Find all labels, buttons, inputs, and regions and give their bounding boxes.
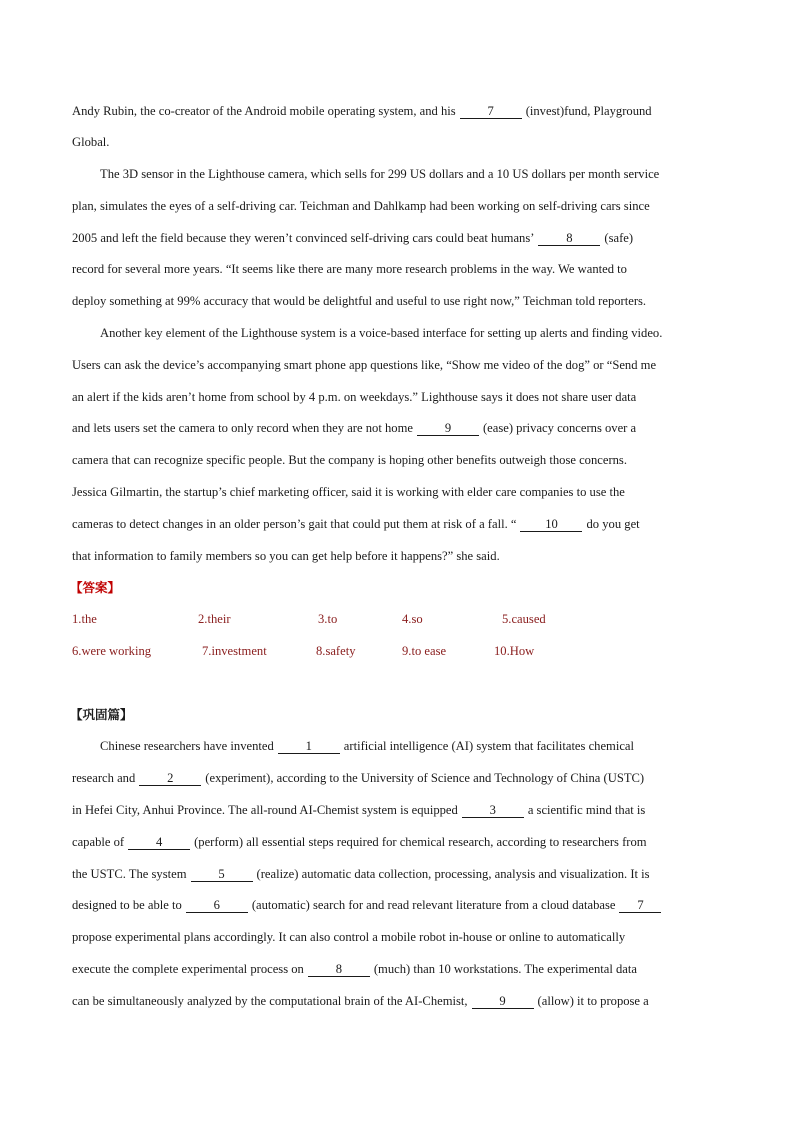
text-span: capable of bbox=[72, 835, 125, 849]
passage1-line-15: that information to family members so you can get help before it happens?” she said. bbox=[72, 549, 500, 563]
passage1-line-9: Users can ask the device’s accompanying smart phone app questions like, “Show me video of the dog” or “Send me bbox=[72, 358, 657, 372]
text-span: (safe) bbox=[604, 231, 634, 245]
text-span: can be simultaneously analyzed by the computational brain of the AI-Chemist, bbox=[72, 994, 468, 1008]
blank-8: 8 bbox=[308, 962, 370, 977]
passage1-line-2: Global. bbox=[72, 135, 110, 149]
passage1-line-14 bbox=[72, 515, 724, 533]
passage1-line-4: plan, simulates the eyes of a self-driving car. Teichman and Dahlkamp had been working on self-driving cars since bbox=[72, 199, 650, 213]
blank-9: 9 bbox=[472, 994, 534, 1009]
text-span: research and bbox=[72, 771, 136, 785]
blank-10: 10 bbox=[520, 517, 582, 532]
passage1-line-5 bbox=[72, 229, 724, 247]
blank-2: 2 bbox=[139, 771, 201, 786]
answer-item: 7.investment bbox=[202, 644, 267, 658]
blank-5: 5 bbox=[191, 867, 253, 882]
answers-row-1 bbox=[72, 610, 724, 628]
text-span: (invest)fund, Playground bbox=[525, 104, 652, 118]
text-span: (allow) it to propose a bbox=[537, 994, 649, 1008]
text-span: in Hefei City, Anhui Province. The all-round AI-Chemist system is equipped bbox=[72, 803, 458, 817]
answer-item: 10.How bbox=[494, 644, 535, 658]
blank-8: 8 bbox=[538, 231, 600, 246]
passage1-line-6: record for several more years. “It seems like there are many more research problems in the way. We wanted to bbox=[72, 262, 627, 276]
answer-item: 1.the bbox=[72, 612, 97, 626]
answer-item: 8.safety bbox=[316, 644, 356, 658]
passage2-line-4 bbox=[72, 833, 724, 851]
passage2-line-6 bbox=[72, 896, 724, 914]
text-span: cameras to detect changes in an older person’s gait that could put them at risk of a fall. “ bbox=[72, 517, 517, 531]
blank-1: 1 bbox=[278, 739, 340, 754]
consolidation-heading: 【巩固篇】 bbox=[70, 707, 133, 722]
answer-item: 6.were working bbox=[72, 644, 152, 658]
text-span: and lets users set the camera to only record when they are not home bbox=[72, 421, 413, 435]
passage1-line-3: The 3D sensor in the Lighthouse camera, which sells for 299 US dollars and a 10 US dollars per month service bbox=[100, 167, 660, 181]
text-span: a scientific mind that is bbox=[527, 803, 646, 817]
answer-item: 3.to bbox=[318, 612, 338, 626]
blank-7: 7 bbox=[460, 104, 522, 119]
passage1-line-7: deploy something at 99% accuracy that would be delightful and useful to use right now,” Teichman told reporters. bbox=[72, 294, 647, 308]
text-span: do you get bbox=[586, 517, 640, 531]
text-span: Chinese researchers have invented bbox=[100, 739, 274, 753]
answer-item: 5.caused bbox=[502, 612, 546, 626]
passage1-line-10: an alert if the kids aren’t home from school by 4 p.m. on weekdays.” Lighthouse says it does not share user data bbox=[72, 390, 637, 404]
passage1-line-8: Another key element of the Lighthouse system is a voice-based interface for setting up alerts and finding video. bbox=[100, 326, 663, 340]
blank-4: 4 bbox=[128, 835, 190, 850]
passage1-line-11 bbox=[72, 419, 724, 437]
passage2-line-1 bbox=[100, 737, 724, 755]
passage2-line-7: propose experimental plans accordingly. It can also control a mobile robot in-house or online to automatically bbox=[72, 930, 626, 944]
text-span: (experiment), according to the University of Science and Technology of China (USTC) bbox=[205, 771, 645, 785]
text-span: (automatic) search for and read relevant literature from a cloud database bbox=[251, 898, 616, 912]
answer-item: 9.to ease bbox=[402, 644, 447, 658]
passage2-line-8 bbox=[72, 960, 724, 978]
answer-item: 2.their bbox=[198, 612, 231, 626]
passage2-line-5 bbox=[72, 865, 724, 883]
passage1-line-13: Jessica Gilmartin, the startup’s chief marketing officer, said it is working with elder care companies to use the bbox=[72, 485, 625, 499]
passage2-line-2 bbox=[72, 769, 724, 787]
blank-6: 6 bbox=[186, 898, 248, 913]
blank-7: 7 bbox=[619, 898, 661, 913]
text-span: designed to be able to bbox=[72, 898, 182, 912]
blank-3: 3 bbox=[462, 803, 524, 818]
passage1-line-12: camera that can recognize specific people. But the company is hoping other benefits outweigh those concerns. bbox=[72, 453, 627, 467]
passage2-line-3 bbox=[72, 801, 724, 819]
answers-heading: 【答案】 bbox=[70, 580, 121, 595]
blank-9: 9 bbox=[417, 421, 479, 436]
text-span: (ease) privacy concerns over a bbox=[482, 421, 637, 435]
passage1-line-1 bbox=[72, 102, 724, 120]
answer-item: 4.so bbox=[402, 612, 423, 626]
text-span: (realize) automatic data collection, processing, analysis and visualization. It is bbox=[256, 867, 650, 881]
text-span: the USTC. The system bbox=[72, 867, 187, 881]
text-span: Andy Rubin, the co-creator of the Android mobile operating system, and his bbox=[72, 104, 456, 118]
text-span: artificial intelligence (AI) system that facilitates chemical bbox=[343, 739, 635, 753]
text-span: execute the complete experimental process on bbox=[72, 962, 304, 976]
answers-row-2 bbox=[72, 642, 724, 660]
text-span: (perform) all essential steps required for chemical research, according to researchers from bbox=[194, 835, 647, 849]
passage2-line-9 bbox=[72, 992, 724, 1010]
text-span: (much) than 10 workstations. The experimental data bbox=[373, 962, 637, 976]
text-span: 2005 and left the field because they weren’t convinced self-driving cars could beat humans’ bbox=[72, 231, 535, 245]
